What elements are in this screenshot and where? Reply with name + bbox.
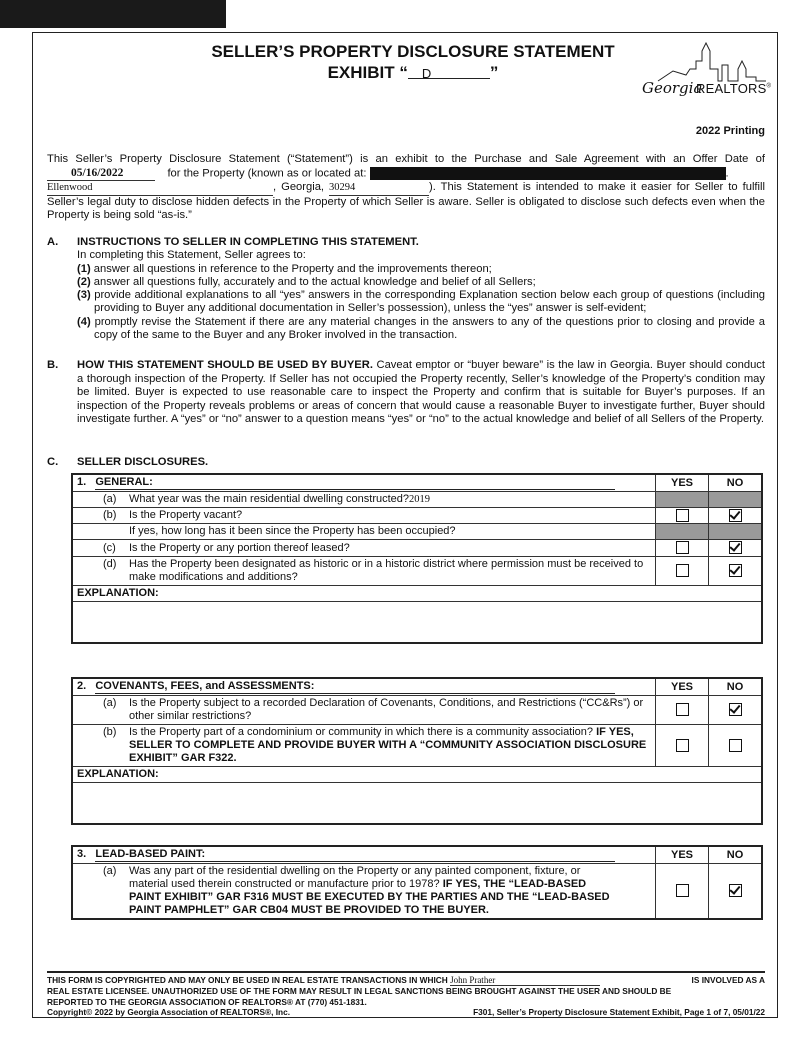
title-line: SELLER’S PROPERTY DISCLOSURE STATEMENT <box>211 42 615 61</box>
no-header: NO <box>709 474 763 492</box>
section-b: B. HOW THIS STATEMENT SHOULD BE USED BY BUYER. Caveat emptor or “buyer beware” is the law in Georgia. Buyer should conduct a thorough inspection of the Property. If Seller has not occupied the Property recently, Seller’s knowledge of the Property’s condition may be limited. Buyer is expected to use reasonable care to inspect the Property and confirm that is suitable for Buyer’s purposes. If an inspection of the Property reveals problems or areas of concern that would cause a reasonable Buyer to investigate further, Buyer should investigate further. A “yes” or “no” answer to a question means “yes” or “no” to the actual knowledge and belief of all Sellers of the Property. <box>47 359 765 425</box>
intro-paragraph: This Seller’s Property Disclosure Statement (“Statement”) is an exhibit to the Purchase and Sale Agreement with an Offer Date of 05/16/2022 for the Property (known as or located at: . Ellenwood , Georgia, 30294 ). This Statement is intended to make it easier for Seller to fulfill Seller’s legal duty to disclose hidden defects in the Property of which Seller is aware. Seller is obligated to disclose such defects even when the Property is being sold “as-is.” <box>47 153 765 222</box>
question-row: (c) Is the Property or any portion thereof leased? <box>72 540 762 556</box>
covenants-table: 2. COVENANTS, FEES, and ASSESSMENTS: YES NO (a) Is the Property subject to a recorded Declaration of Covenants, Conditions, and Restrictions (“CC&Rs”) or other similar restrictions? (b) Is the Property part of a condominium or community in which there is a community association? IF YES, SELLER TO COMPLETE AND PROVIDE BUYER WITH A “COMMUNITY ASSOCIATION DISCLOSURE EXHIBIT” GAR F322. EXPLANATION: <box>71 677 763 825</box>
address-redaction <box>370 167 726 180</box>
group-title: LEAD-BASED PAINT: <box>95 848 615 862</box>
yes-header: YES <box>656 678 709 696</box>
document-title <box>193 41 633 83</box>
no-header: NO <box>709 846 763 864</box>
yes-header: YES <box>656 474 709 492</box>
section-a: A. INSTRUCTIONS TO SELLER IN COMPLETING THIS STATEMENT. In completing this Statement, Seller agrees to: (1) answer all questions in reference to the Property and the improvements thereon; (2) answer all questions fully, accurately and to the actual knowledge and belief of all Sellers; (3) provide additional explanations to all “yes” answers in the corresponding Explanation section below each group of questions (including providing to Buyer any additional documentation in Seller’s possession), unless the “yes” answer is self-evident; (4) promptly revise the Statement if there are any material changes in the answers to any of the questions prior to closing and provide a copy of the same to the Buyer and any Broker involved in the transaction. <box>47 236 766 342</box>
leased-no-checkbox[interactable] <box>729 541 742 554</box>
section-b-heading: HOW THIS STATEMENT SHOULD BE USED BY BUYER. <box>77 359 373 371</box>
explanation-field[interactable] <box>72 783 762 825</box>
community-yes-checkbox[interactable] <box>676 739 689 752</box>
instruction-item: (1) answer all questions in reference to the Property and the improvements thereon; <box>77 262 492 275</box>
copyright: Copyright© 2022 by Georgia Association of REALTORS®, Inc. <box>47 1006 291 1017</box>
ccr-no-checkbox[interactable] <box>729 703 742 716</box>
group-title: COVENANTS, FEES, and ASSESSMENTS: <box>95 680 615 694</box>
copyright-footer: THIS FORM IS COPYRIGHTED AND MAY ONLY BE USED IN REAL ESTATE TRANSACTIONS IN WHICH John Prather IS INVOLVED AS A REAL ESTATE LICENSEE. UNAUTHORIZED USE OF THE FORM MAY RESULT IN LEGAL SANCTIONS BEING BROUGHT AGAINST THE USER AND SHOULD BE REPORTED TO THE GEORGIA ASSOCIATION OF REALTORS® AT (770) 451-1831. Copyright© 2022 by Georgia Association of REALTORS®, Inc. F301, Seller’s Property Disclosure Statement Exhibit, Page 1 of 7, 05/01/22 <box>47 971 765 1017</box>
community-no-checkbox[interactable] <box>729 739 742 752</box>
year-built-field[interactable]: 2019 <box>409 494 431 505</box>
vacant-no-checkbox[interactable] <box>729 509 742 522</box>
offer-date-field[interactable]: 05/16/2022 <box>47 167 155 182</box>
lead-no-checkbox[interactable] <box>729 884 742 897</box>
yes-header: YES <box>656 846 709 864</box>
document-page <box>32 32 778 1018</box>
explanation-label: EXPLANATION: <box>72 585 762 601</box>
question-row: (a) Was any part of the residential dwelling on the Property or any painted component, fixture, or material used therein constructed or manufacture prior to 1978? IF YES, THE “LEAD-BASED PAINT EXHIBIT” GAR F316 MUST BE EXECUTED BY THE PARTIES AND THE “LEAD-BASED PAINT PAMPHLET” GAR CB04 MUST BE PROVIDED TO THE BUYER. <box>72 864 762 920</box>
licensee-name: John Prather <box>450 975 600 986</box>
explanation-label: EXPLANATION: <box>72 767 762 783</box>
general-table: 1. GENERAL: YES NO (a) What year was the main residential dwelling constructed?2019 (b) Is the Property vacant? If yes, how long has it been since the Property has been occupied? (c) Is the Property or any portion thereof leased? (d) Has the Property been designated as historic or in a historic district where permission must be received to make modifications and additions? EXPLANATION: <box>71 473 763 644</box>
printing-year: 2022 Printing <box>695 125 765 137</box>
historic-yes-checkbox[interactable] <box>676 564 689 577</box>
lead-yes-checkbox[interactable] <box>676 884 689 897</box>
exhibit-field[interactable]: D <box>408 63 490 79</box>
zip-field[interactable]: 30294 <box>329 181 429 196</box>
instruction-item: (3) provide additional explanations to all “yes” answers in the corresponding Explanation section below each group of questions (including providing to Buyer any additional documentation in Seller’s possession), unless the “yes” answer is self-evident; <box>77 289 766 315</box>
vacant-yes-checkbox[interactable] <box>676 509 689 522</box>
georgia-realtors-logo: Georgia REALTORS® <box>638 41 773 111</box>
ccr-yes-checkbox[interactable] <box>676 703 689 716</box>
group-title: GENERAL: <box>95 476 615 490</box>
lead-paint-table: 3. LEAD-BASED PAINT: YES NO (a) Was any part of the residential dwelling on the Property or any painted component, fixture, or material used therein constructed or manufacture prior to 1978? IF YES, THE “LEAD-BASED PAINT EXHIBIT” GAR F316 MUST BE EXECUTED BY THE PARTIES AND THE “LEAD-BASED PAINT PAMPHLET” GAR CB04 MUST BE PROVIDED TO THE BUYER. <box>71 845 763 920</box>
form-id: F301, Seller’s Property Disclosure Statement Exhibit, Page 1 of 7, 05/01/22 <box>473 1006 765 1017</box>
question-row: (b) Is the Property vacant? <box>72 508 762 524</box>
city-field[interactable]: Ellenwood <box>47 181 273 196</box>
section-a-heading: INSTRUCTIONS TO SELLER IN COMPLETING THIS STATEMENT. <box>77 236 419 248</box>
redaction-bar <box>0 0 226 28</box>
section-c-heading: SELLER DISCLOSURES. <box>77 456 209 468</box>
exhibit-line: EXHIBIT “ D ” <box>327 63 499 82</box>
question-row: (a) Is the Property subject to a recorded Declaration of Covenants, Conditions, and Restrictions (“CC&Rs”) or other similar restrictions? <box>72 696 762 725</box>
instruction-item: (4) promptly revise the Statement if there are any material changes in the answers to any of the questions prior to closing and provide a copy of the same to the Buyer and any Broker involved in the transaction. <box>77 315 766 342</box>
section-c: C. SELLER DISCLOSURES. <box>47 456 765 468</box>
instruction-item: (2) answer all questions fully, accurately and to the actual knowledge and belief of all Sellers; <box>77 275 536 288</box>
question-row: (b) Is the Property part of a condominium or community in which there is a community association? IF YES, SELLER TO COMPLETE AND PROVIDE BUYER WITH A “COMMUNITY ASSOCIATION DISCLOSURE EXHIBIT” GAR F322. <box>72 725 762 767</box>
leased-yes-checkbox[interactable] <box>676 541 689 554</box>
question-row: If yes, how long has it been since the Property has been occupied? <box>72 524 762 540</box>
no-header: NO <box>709 678 763 696</box>
historic-no-checkbox[interactable] <box>729 564 742 577</box>
explanation-field[interactable] <box>72 601 762 643</box>
question-row: (a) What year was the main residential dwelling constructed?2019 <box>72 492 762 508</box>
question-row: (d) Has the Property been designated as historic or in a historic district where permission must be received to make modifications and additions? <box>72 556 762 585</box>
